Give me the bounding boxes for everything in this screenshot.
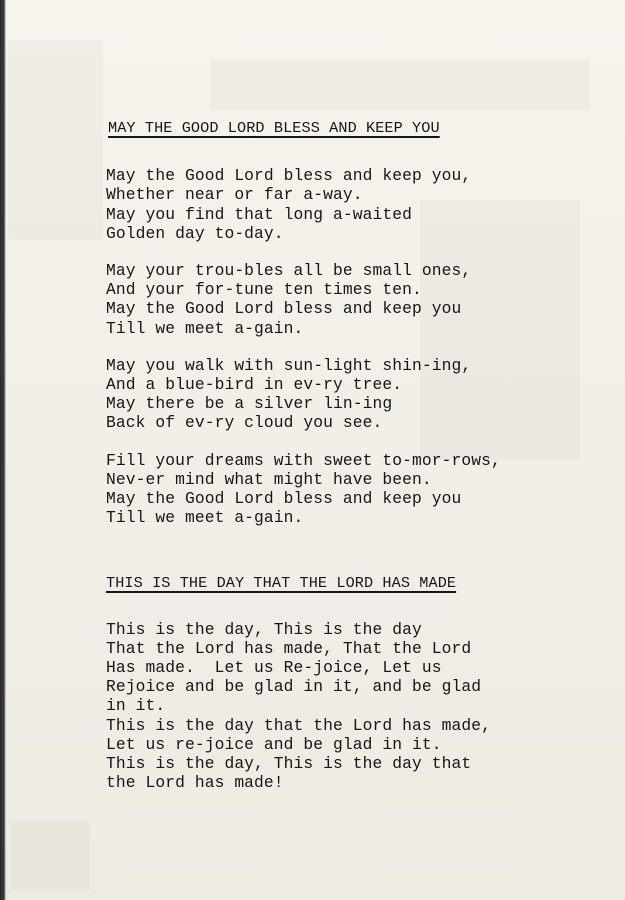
lyric-line: May the Good Lord bless and keep you,	[106, 166, 472, 186]
stanza	[106, 356, 576, 433]
lyric-line: Whether near or far a-way.	[106, 185, 363, 205]
lyric-line: May there be a silver lin-ing	[106, 394, 393, 414]
lyric-line: This is the day that the Lord has made,	[106, 715, 491, 735]
lyric-line: in it.	[106, 696, 166, 716]
lyric-line: the Lord has made!	[106, 773, 284, 793]
lyric-line: May the Good Lord bless and keep you	[106, 489, 462, 509]
lyric-line: May you find that long a-waited	[106, 204, 412, 224]
lyric-line: Till we meet a-gain.	[106, 318, 304, 338]
lyric-line: Let us re-joice and be glad in it.	[106, 734, 442, 754]
lyric-line: Back of ev-ry cloud you see.	[106, 413, 383, 433]
show-through-smudge	[8, 40, 103, 240]
lyric-line: Golden day to-day.	[106, 223, 284, 243]
lyric-line: Has made. Let us Re-joice, Let us	[106, 658, 442, 678]
stanza	[106, 620, 576, 793]
lyric-line: Rejoice and be glad in it, and be glad	[106, 677, 482, 697]
stanza	[106, 166, 576, 243]
lyric-line: This is the day, This is the day that	[106, 754, 472, 774]
lyric-line: That the Lord has made, That the Lord	[106, 638, 472, 658]
stanza	[106, 451, 576, 528]
lyric-line: May your trou-bles all be small ones,	[106, 261, 472, 281]
lyric-line: Fill your dreams with sweet to-mor-rows,	[106, 450, 501, 470]
lyric-line: Nev-er mind what might have been.	[106, 469, 432, 489]
lyric-line: This is the day, This is the day	[106, 619, 422, 639]
lyric-line: May the Good Lord bless and keep you	[106, 299, 462, 319]
show-through-smudge	[10, 820, 90, 890]
song-title: THIS IS THE DAY THAT THE LORD HAS MADE	[106, 574, 457, 593]
stanza	[106, 261, 576, 338]
song-title: MAY THE GOOD LORD BLESS AND KEEP YOU	[108, 119, 440, 137]
lyric-line: And a blue-bird in ev-ry tree.	[106, 375, 403, 395]
show-through-smudge	[210, 60, 590, 110]
songsheet	[106, 118, 576, 792]
lyric-line: Till we meet a-gain.	[106, 508, 304, 528]
lyric-line: May you walk with sun-light shin-ing,	[106, 355, 472, 375]
lyric-line: And your for-tune ten times ten.	[106, 280, 422, 300]
